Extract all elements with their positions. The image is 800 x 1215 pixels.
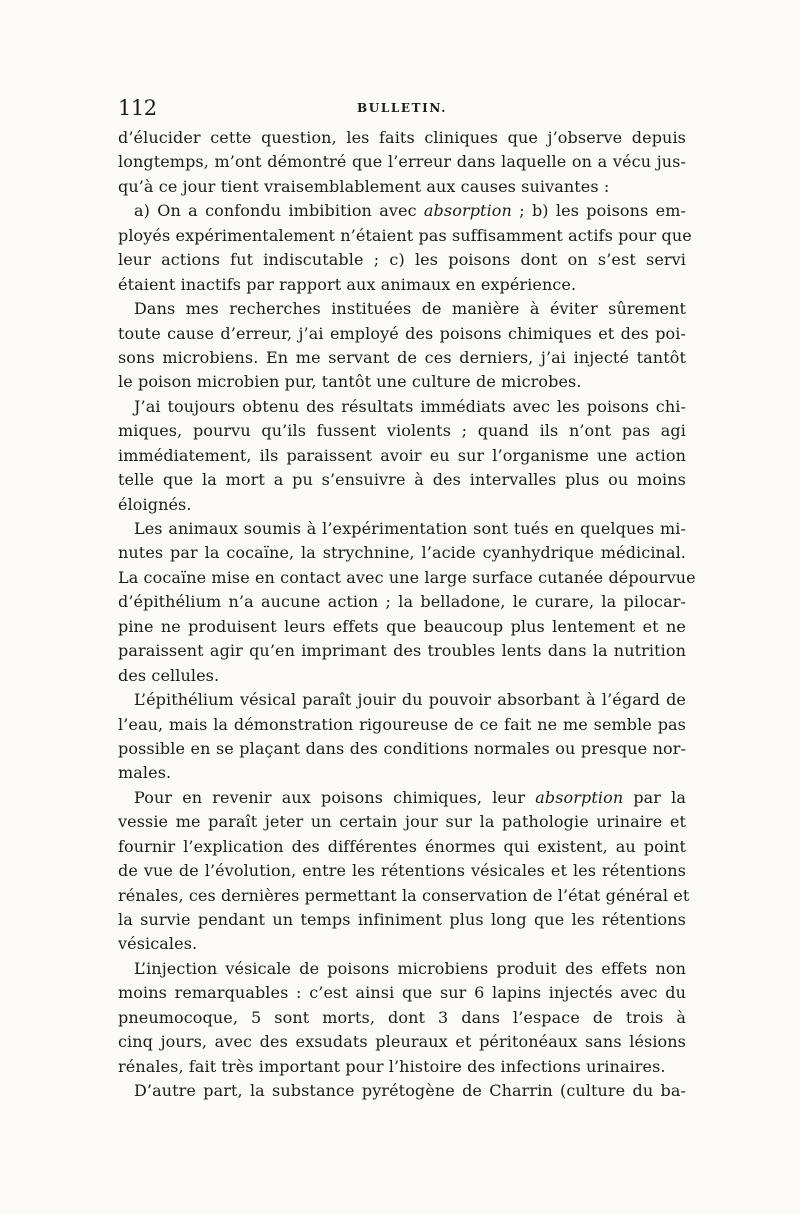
- text-line: rénales, ces dernières permettant la conservation de l’état général et: [118, 885, 690, 905]
- text-line: J’ai toujours obtenu des résultats immédiats avec les poisons chi-: [134, 396, 686, 416]
- text-line: Pour en revenir aux poisons chimiques, leur absorption par la: [134, 787, 686, 807]
- text-line: cinq jours, avec des exsudats pleuraux et péritonéaux sans lésions: [118, 1032, 686, 1052]
- text-line: L’injection vésicale de poisons microbiens produit des effets non: [134, 958, 686, 978]
- text-line: nutes par la cocaïne, la strychnine, l’acide cyanhydrique médicinal.: [118, 543, 686, 563]
- text-line: de vue de l’évolution, entre les rétentions vésicales et les rétentions: [118, 861, 686, 881]
- text-line: sons microbiens. En me servant de ces derniers, j’ai injecté tantôt: [118, 347, 686, 367]
- text-line: ployés expérimentalement n’étaient pas suffisamment actifs pour que: [118, 225, 692, 245]
- text-line: éloignés.: [118, 494, 192, 514]
- text-line: leur actions fut indiscutable ; c) les poisons dont on s’est servi: [118, 250, 686, 270]
- text-line: pine ne produisent leurs effets que beaucoup plus lentement et ne: [118, 616, 686, 636]
- text-line: des cellules.: [118, 665, 220, 685]
- text-line: toute cause d’erreur, j’ai employé des poisons chimiques et des poi-: [118, 323, 686, 343]
- text-line: pneumocoque, 5 sont morts, dont 3 dans l’espace de trois à: [118, 1007, 686, 1027]
- text-line: longtemps, m’ont démontré que l’erreur dans laquelle on a vécu jus-: [118, 152, 686, 172]
- text-line: vessie me paraît jeter un certain jour sur la pathologie urinaire et: [118, 812, 686, 832]
- page-number: 112: [118, 96, 157, 120]
- text-line: d’épithélium n’a aucune action ; la belladone, le curare, la pilocar-: [118, 592, 686, 612]
- text-line: paraissent agir qu’en imprimant des troubles lents dans la nutrition: [118, 641, 686, 661]
- text-line: l’eau, mais la démonstration rigoureuse de ce fait ne me semble pas: [118, 714, 686, 734]
- text-line: Les animaux soumis à l’expérimentation sont tués en quelques mi-: [134, 519, 686, 538]
- text-line: le poison microbien pur, tantôt une culture de microbes.: [118, 372, 582, 392]
- text-line: moins remarquables : c’est ainsi que sur 6 lapins injectés avec du: [118, 983, 686, 1003]
- text-line: Dans mes recherches instituées de manière à éviter sûrement: [134, 299, 686, 319]
- text-line: D’autre part, la substance pyrétogène de Charrin (culture du ba-: [134, 1081, 686, 1101]
- text-line: L’épithélium vésical paraît jouir du pouvoir absorbant à l’égard de: [134, 690, 686, 710]
- text-line: la survie pendant un temps infiniment plus long que les rétentions: [118, 910, 686, 929]
- text-line: males.: [118, 763, 172, 783]
- text-line: a) On a confondu imbibition avec absorption ; b) les poisons em-: [134, 201, 686, 221]
- text-line: d’élucider cette question, les faits cliniques que j’observe depuis: [118, 128, 686, 147]
- text-line: miques, pourvu qu’ils fussent violents ; quand ils n’ont pas agi: [118, 421, 686, 441]
- text-line: qu’à ce jour tient vraisemblablement aux causes suivantes :: [118, 176, 610, 196]
- page-header: [118, 96, 686, 122]
- text-line: immédiatement, ils paraissent avoir eu sur l’organisme une action: [118, 445, 686, 465]
- text-line: fournir l’explication des différentes énormes qui existent, au point: [118, 836, 686, 856]
- text-line: rénales, fait très important pour l’histoire des infections urinaires.: [118, 1056, 666, 1076]
- text-line: étaient inactifs par rapport aux animaux en expérience.: [118, 274, 577, 294]
- text-line: vésicales.: [118, 934, 198, 954]
- text-line: possible en se plaçant dans des conditions normales ou presque nor-: [118, 738, 686, 758]
- document-page: [118, 96, 696, 1104]
- text-line: La cocaïne mise en contact avec une large surface cutanée dépourvue: [118, 567, 696, 587]
- body-text: [118, 126, 696, 1104]
- text-line: telle que la mort a pu s’ensuivre à des intervalles plus ou moins: [118, 470, 686, 490]
- running-title: BULLETIN.: [357, 101, 447, 115]
